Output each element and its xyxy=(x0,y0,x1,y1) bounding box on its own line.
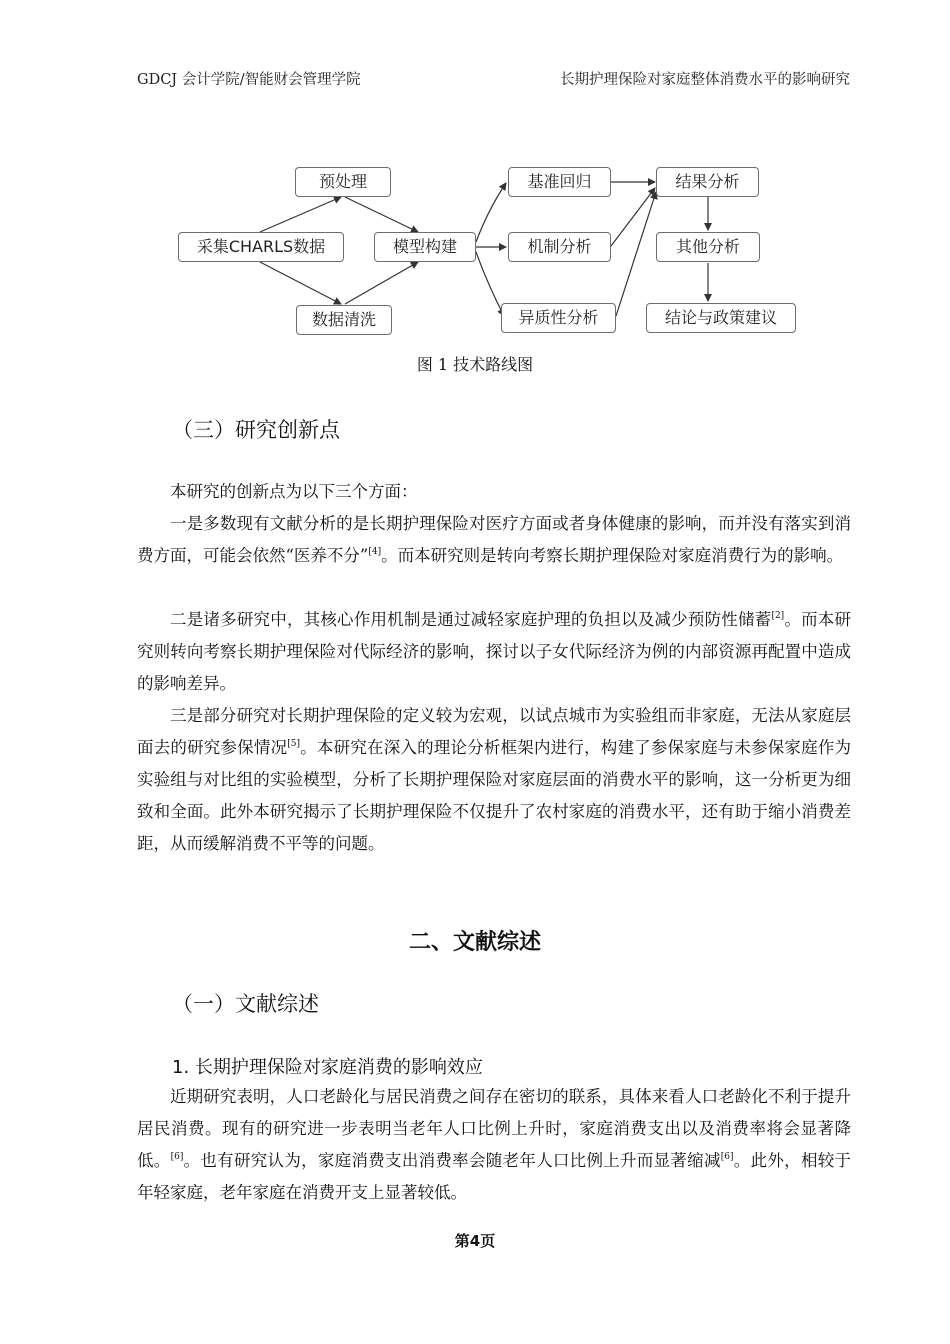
paragraph-literature-1 xyxy=(137,1081,851,1209)
paragraph-intro-text: 本研究的创新点为以下三个方面： xyxy=(170,482,418,501)
literature-1-text-b: 。也有研究认为，家庭消费支出消费率会随老年人口比例上升而显著缩减 xyxy=(183,1151,721,1170)
literature-1-text-c: 。此外，相较于年轻家庭，老年家庭在消费开支上显著较低。 xyxy=(137,1151,852,1202)
section-heading-innovation: （三）研究创新点 xyxy=(172,418,340,442)
paragraph-innovation-3 xyxy=(137,700,851,860)
page-number: 第4页 xyxy=(454,1232,496,1250)
arrow-collect-clean xyxy=(260,262,341,304)
header-title: 长期护理保险对家庭整体消费水平的影响研究 xyxy=(560,72,850,88)
node-other-analysis: 其他分析 xyxy=(656,232,760,262)
innovation-3-text-a: 三是部分研究对长期护理保险的定义较为宏观，以试点城市为实验组而非家庭，无法从家庭层面去的研究参保情况 xyxy=(137,706,851,757)
flowchart-connectors xyxy=(0,0,950,350)
paragraph-innovation-2 xyxy=(137,604,851,700)
node-heterogeneity-analysis: 异质性分析 xyxy=(501,303,616,333)
paragraph-innovation-1 xyxy=(137,508,851,572)
citation-ref: [5] xyxy=(287,739,301,749)
arrow-model-heterogeneity xyxy=(476,252,504,316)
citation-ref: [2] xyxy=(771,611,785,621)
paragraph-intro xyxy=(137,476,851,508)
node-collect-charls: 采集CHARLS数据 xyxy=(178,232,344,262)
arrow-heterogeneity-results xyxy=(616,192,656,316)
node-model-building: 模型构建 xyxy=(374,232,476,262)
node-results-analysis: 结果分析 xyxy=(656,167,759,197)
innovation-2-text-a: 二是诸多研究中，其核心作用机制是通过减轻家庭护理的负担以及减少预防性储蓄 xyxy=(170,610,772,629)
node-baseline-regression: 基准回归 xyxy=(508,167,611,197)
arrow-model-baseline xyxy=(476,183,506,242)
innovation-3-text-b: 。本研究在深入的理论分析框架内进行，构建了参保家庭与未参保家庭作为实验组与对比组的实验模型，分析了长期护理保险对家庭层面的消费水平的影响，这一分析更为细致和全面。此外本研究揭示了长期护理保险不仅提升了农村家庭的消费水平，还有助于缩小消费差距，从而缓解消费不平等的问题。 xyxy=(137,738,852,853)
citation-ref: [6] xyxy=(170,1152,184,1162)
innovation-1-text-a: 一是多数现有文献分析的是长期护理保险对医疗方面或者身体健康的影响，而并没有落实到消费方面，可能会依然“医养不分” xyxy=(137,514,851,565)
header-institution: GDCJ 会计学院/智能财会管理学院 xyxy=(137,72,361,88)
citation-ref: [4] xyxy=(368,547,382,557)
innovation-1-text-b: 。而本研究则是转向考察长期护理保险对家庭消费行为的影响。 xyxy=(381,546,844,565)
innovation-2-text-b: 。而本研究则转向考察长期护理保险对代际经济的影响，探讨以子女代际经济为例的内部资源再配置中造成的影响差异。 xyxy=(137,610,852,693)
section-heading-literature-review: （一）文献综述 xyxy=(172,992,319,1016)
figure-caption: 图 1 技术路线图 xyxy=(416,355,534,374)
node-data-cleaning: 数据清洗 xyxy=(296,305,392,335)
arrow-clean-model xyxy=(345,262,418,304)
subsection-heading-consumption-effect: 1. 长期护理保险对家庭消费的影响效应 xyxy=(172,1057,483,1078)
node-mechanism-analysis: 机制分析 xyxy=(508,232,611,262)
node-conclusion-policy: 结论与政策建议 xyxy=(646,303,796,333)
citation-ref: [6] xyxy=(720,1152,734,1162)
literature-1-text-a: 近期研究表明，人口老龄化与居民消费之间存在密切的联系，具体来看人口老龄化不利于提升居民消费。现有的研究进一步表明当老年人口比例上升时，家庭消费支出以及消费率将会显著降低。 xyxy=(137,1087,851,1170)
node-preprocess: 预处理 xyxy=(295,167,391,197)
chapter-heading-literature-review: 二、文献综述 xyxy=(408,930,541,955)
arrow-collect-preprocess xyxy=(260,197,341,232)
arrow-preprocess-model xyxy=(345,197,418,232)
technical-roadmap-diagram xyxy=(0,0,950,350)
